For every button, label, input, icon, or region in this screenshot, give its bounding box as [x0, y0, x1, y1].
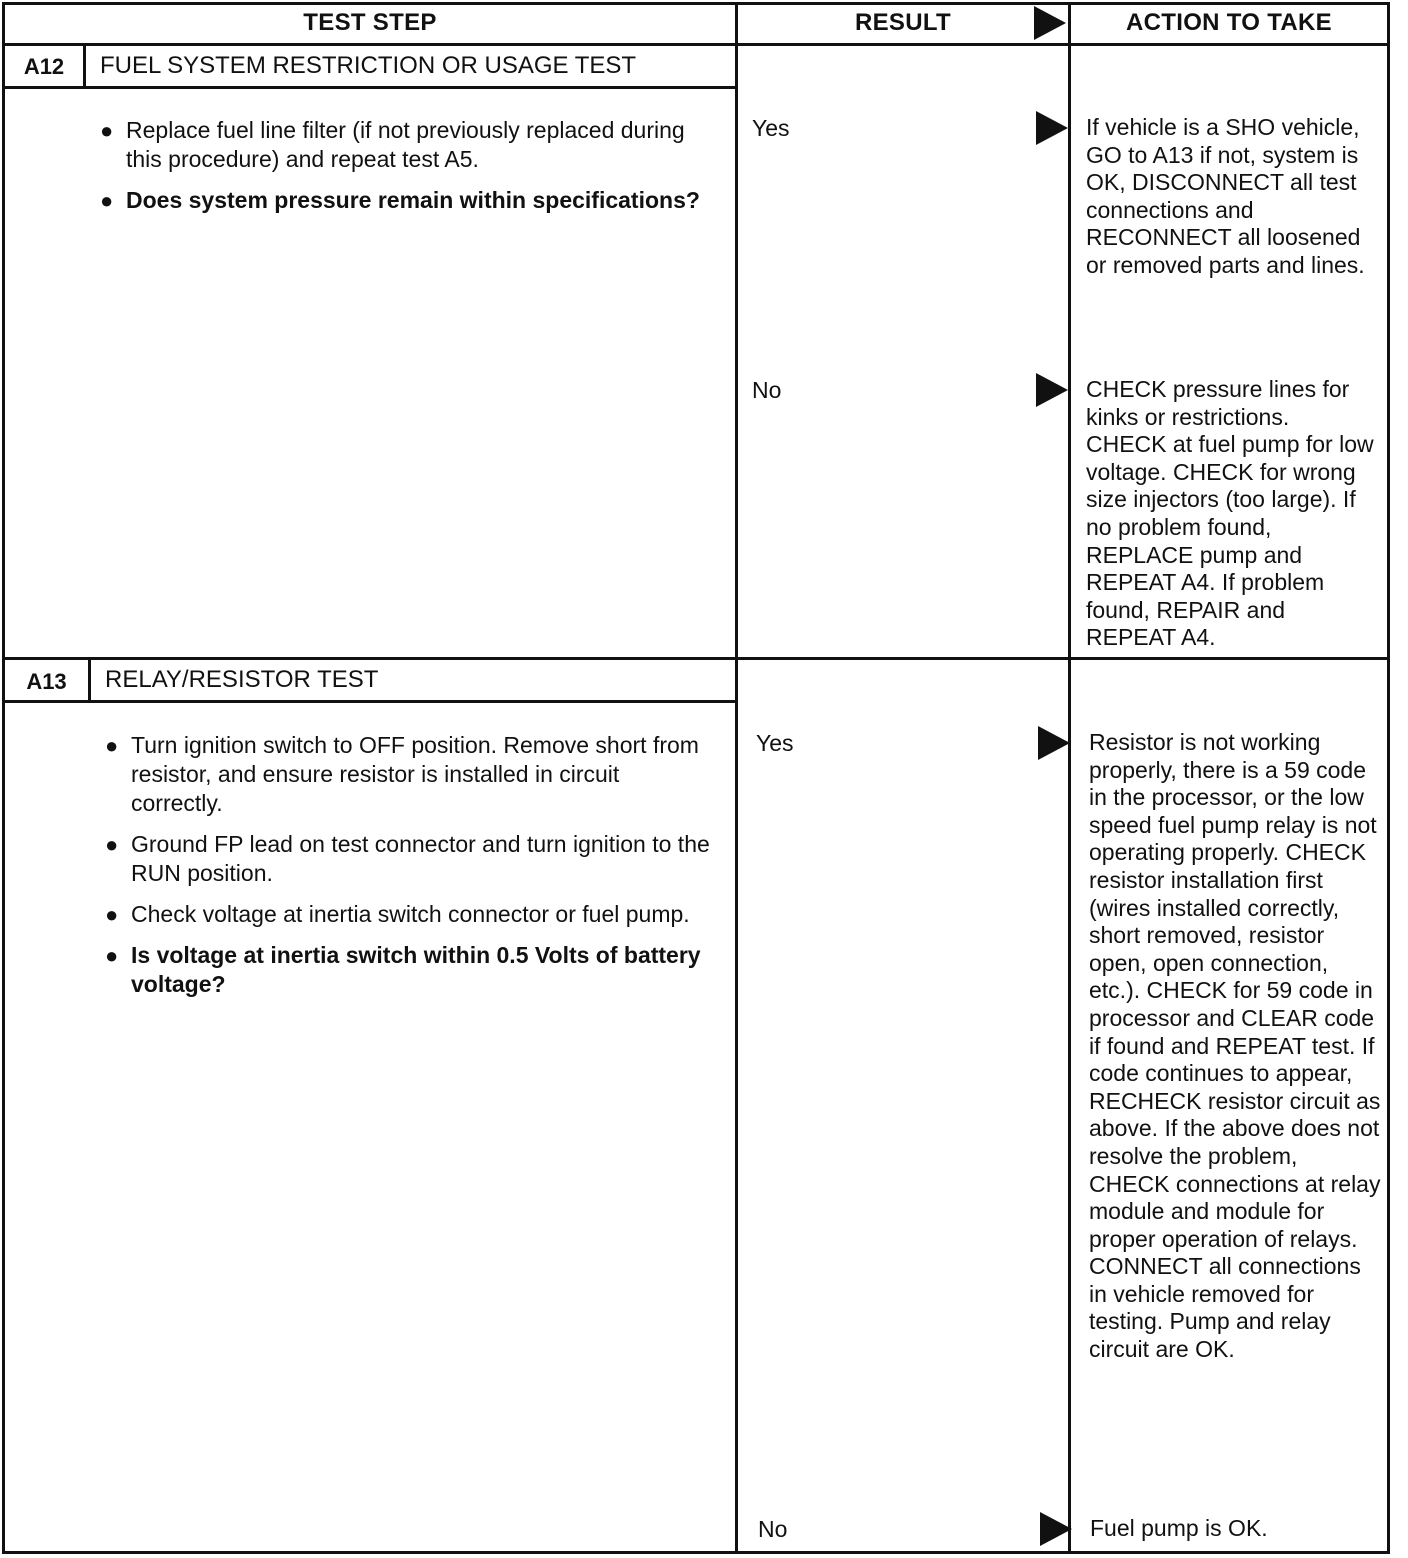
a12-yes-arrow-icon: [1036, 111, 1068, 145]
bullet-icon: ●: [105, 733, 119, 758]
a12-step-id: A12: [23, 54, 65, 79]
a13-id-divider: [88, 660, 91, 700]
column-divider-action: [1068, 2, 1071, 1554]
a13-yes-arrow-icon: [1038, 726, 1070, 760]
a13-no-arrow-icon: [1040, 1512, 1072, 1546]
list-item: ● Ground FP lead on test connector and turn ignition to the RUN position.: [105, 831, 710, 886]
a13-action-no: Fuel pump is OK.: [1090, 1515, 1268, 1541]
header-arrow-icon: [1034, 6, 1066, 40]
list-item: ● Does system pressure remain within specifications?: [100, 187, 700, 213]
header-test-step: TEST STEP: [303, 9, 437, 36]
a12-action-no: CHECK pressure lines for kinks or restrictions. CHECK at fuel pump for low voltage. CHECK for wrong size injectors (too large). If no problem found, REPLACE pump and REPEAT A4. If problem found, REPAIR and REPEAT A4.: [1086, 376, 1374, 651]
a12-result-yes: Yes: [752, 115, 790, 141]
a12-step-title: FUEL SYSTEM RESTRICTION OR USAGE TEST: [100, 52, 637, 79]
table-border-left: [2, 2, 5, 1554]
a12-result-no: No: [752, 377, 782, 403]
bullet-icon: ●: [105, 943, 119, 968]
table-border-bottom: [2, 1551, 1390, 1554]
a12-instructions: [100, 116, 700, 227]
a13-result-yes: Yes: [756, 730, 794, 756]
header-action: ACTION TO TAKE: [1126, 9, 1332, 36]
a13-action-yes: Resistor is not working properly, there is a 59 code in the processor, or the low speed fuel pump relay is not operating properly. CHECK resistor installation first (wires installed correctly, short removed, resistor open, open connection, etc.). CHECK for 59 code in processor and CLEAR code if found and REPEAT test. If code continues to appear, RECHECK resistor circuit as above. If the above does not resolve the problem, CHECK connections at relay module and module for proper operation of relays. CONNECT all connections in vehicle removed for testing. Pump and relay circuit are OK.: [1089, 729, 1381, 1363]
bullet-icon: ●: [105, 902, 119, 927]
a12-action-yes: If vehicle is a SHO vehicle, GO to A13 if not, system is OK, DISCONNECT all test connections and RECONNECT all loosened or removed parts and lines.: [1086, 114, 1365, 278]
list-item: ● Check voltage at inertia switch connector or fuel pump.: [105, 901, 690, 927]
a13-step-id: A13: [26, 669, 67, 694]
a12-id-divider: [83, 46, 86, 86]
a12-title-bottom-rule: [2, 86, 735, 89]
bullet-icon: ●: [100, 118, 114, 143]
a13-step-title: RELAY/RESISTOR TEST: [105, 666, 379, 693]
table-border-right: [1387, 2, 1390, 1554]
list-item: ● Is voltage at inertia switch within 0.5 Volts of battery voltage?: [105, 942, 701, 997]
header-result: RESULT: [854, 9, 952, 36]
a13-title-bottom-rule: [2, 700, 735, 703]
bullet-icon: ●: [100, 188, 114, 213]
a12-no-arrow-icon: [1036, 373, 1068, 407]
bullet-icon: ●: [105, 832, 119, 857]
list-item: ● Replace fuel line filter (if not previously replaced during this procedure) and repeat test A5.: [100, 117, 685, 172]
a13-result-no: No: [758, 1516, 788, 1542]
a13-instructions: [105, 731, 713, 1011]
list-item: ● Turn ignition switch to OFF position. Remove short from resistor, and ensure resistor is installed in circuit correctly.: [105, 732, 699, 816]
column-divider-result: [735, 2, 738, 1554]
